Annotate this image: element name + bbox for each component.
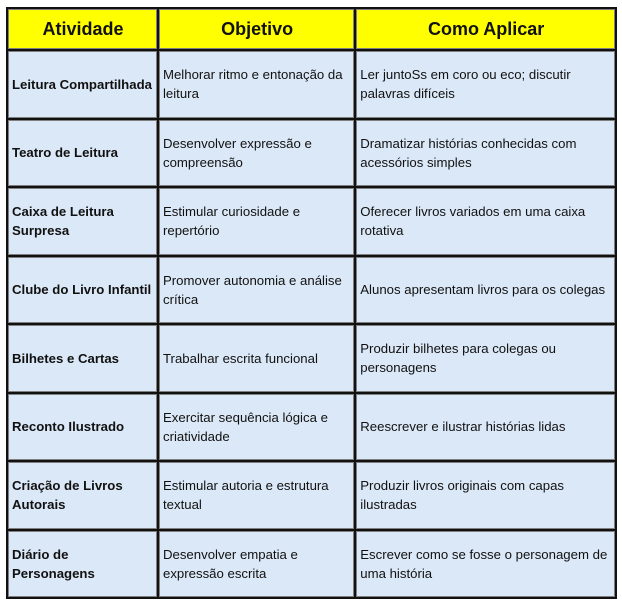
cell-objetivo: Exercitar sequência lógica e criatividade <box>159 394 354 461</box>
cell-como-aplicar: Alunos apresentam livros para os colegas <box>356 257 615 324</box>
table-row <box>8 531 615 598</box>
cell-como-aplicar: Produzir livros originais com capas ilustradas <box>356 462 615 529</box>
table-row <box>8 257 615 324</box>
header-objetivo: Objetivo <box>159 9 354 49</box>
cell-atividade: Diário de Personagens <box>8 531 157 598</box>
table-row <box>8 120 615 187</box>
cell-atividade: Clube do Livro Infantil <box>8 257 157 324</box>
table-row <box>8 325 615 392</box>
table-row <box>8 51 615 118</box>
cell-atividade: Leitura Compartilhada <box>8 51 157 118</box>
header-atividade: Atividade <box>8 9 157 49</box>
cell-atividade: Caixa de Leitura Surpresa <box>8 188 157 255</box>
activities-table <box>6 7 617 599</box>
cell-objetivo: Estimular autoria e estrutura textual <box>159 462 354 529</box>
cell-atividade: Criação de Livros Autorais <box>8 462 157 529</box>
cell-como-aplicar: Produzir bilhetes para colegas ou personagens <box>356 325 615 392</box>
cell-como-aplicar: Dramatizar histórias conhecidas com acessórios simples <box>356 120 615 187</box>
cell-objetivo: Melhorar ritmo e entonação da leitura <box>159 51 354 118</box>
table-header-row <box>8 9 615 49</box>
cell-como-aplicar: Ler juntoSs em coro ou eco; discutir palavras difíceis <box>356 51 615 118</box>
activities-table-container <box>6 7 617 599</box>
cell-objetivo: Estimular curiosidade e repertório <box>159 188 354 255</box>
cell-atividade: Reconto Ilustrado <box>8 394 157 461</box>
cell-como-aplicar: Escrever como se fosse o personagem de uma história <box>356 531 615 598</box>
cell-objetivo: Trabalhar escrita funcional <box>159 325 354 392</box>
table-row <box>8 462 615 529</box>
cell-atividade: Teatro de Leitura <box>8 120 157 187</box>
cell-objetivo: Promover autonomia e análise crítica <box>159 257 354 324</box>
cell-objetivo: Desenvolver expressão e compreensão <box>159 120 354 187</box>
cell-atividade: Bilhetes e Cartas <box>8 325 157 392</box>
cell-como-aplicar: Reescrever e ilustrar histórias lidas <box>356 394 615 461</box>
cell-como-aplicar: Oferecer livros variados em uma caixa rotativa <box>356 188 615 255</box>
cell-objetivo: Desenvolver empatia e expressão escrita <box>159 531 354 598</box>
table-row <box>8 394 615 461</box>
table-row <box>8 188 615 255</box>
header-como-aplicar: Como Aplicar <box>356 9 615 49</box>
